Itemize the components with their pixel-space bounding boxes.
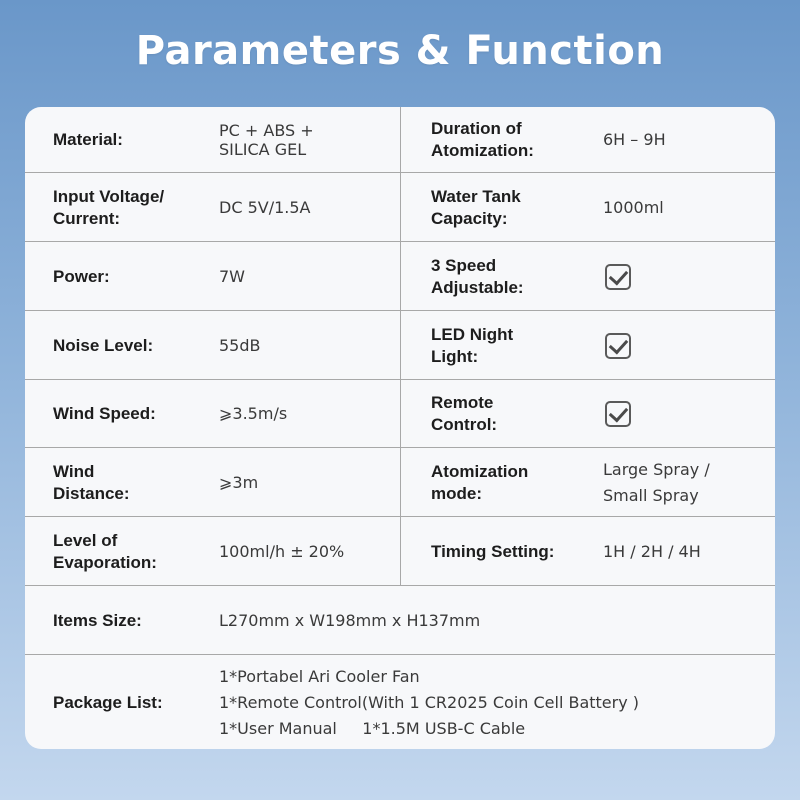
noise-level-label: Noise Level: [53,335,154,355]
table-row [25,516,775,586]
package-list-label: Package List: [53,692,163,712]
remote-control-label: Remote Control: [431,393,498,434]
wind-distance-label: Wind Distance: [53,461,130,503]
duration-label: Duration of Atomization: [431,118,534,160]
parameters-table [25,107,775,749]
package-list-item: 1*Portabel Ari Cooler Fan [219,666,420,686]
material-value: PC + ABS + SILICA GEL [219,120,314,159]
input-voltage-value: DC 5V/1.5A [219,197,311,217]
table-row [25,310,775,380]
checkbox-icon [605,401,631,427]
wind-speed-label: Wind Speed: [53,404,156,423]
speed-adjustable-label: 3 Speed Adjustable: [431,255,524,297]
atomization-mode-value: Large Spray / Small Spray [603,459,710,505]
water-tank-label: Water Tank Capacity: [431,186,521,228]
timing-setting-label: Timing Setting: [431,541,555,561]
package-list-item: 1*User Manual 1*1.5M USB-C Cable [219,718,526,738]
page-title: Parameters & Function [135,28,665,74]
water-tank-value: 1000ml [603,197,664,217]
wind-distance-value: ⩾3m [219,472,259,492]
table-row [25,241,775,311]
package-list-item: 1*Remote Control(With 1 CR2025 Coin Cell Battery ) [219,692,640,712]
timing-setting-value: 1H / 2H / 4H [603,541,701,561]
input-voltage-label: Input Voltage/ Current: [53,186,165,228]
led-night-light-label: LED Night Light: [431,324,514,366]
material-label: Material: [53,129,123,149]
table-row [25,379,775,448]
table-row [25,107,775,172]
wind-speed-value: ⩾3.5m/s [219,404,288,423]
checkbox-icon [605,333,631,359]
table-row [25,172,775,242]
package-list-row [25,654,775,749]
table-row [25,447,775,517]
power-value: 7W [219,266,245,286]
power-label: Power: [53,266,110,286]
evaporation-value: 100ml/h ± 20% [219,541,345,561]
checkbox-icon [605,264,631,290]
items-size-value: L270mm x W198mm x H137mm [219,610,481,630]
package-list [219,664,639,742]
noise-level-value: 55dB [219,335,261,355]
evaporation-label: Level of Evaporation: [53,530,157,572]
items-size-row [25,585,775,655]
atomization-mode-label: Atomization mode: [431,461,529,503]
items-size-label: Items Size: [53,610,142,630]
duration-value: 6H – 9H [603,129,666,149]
